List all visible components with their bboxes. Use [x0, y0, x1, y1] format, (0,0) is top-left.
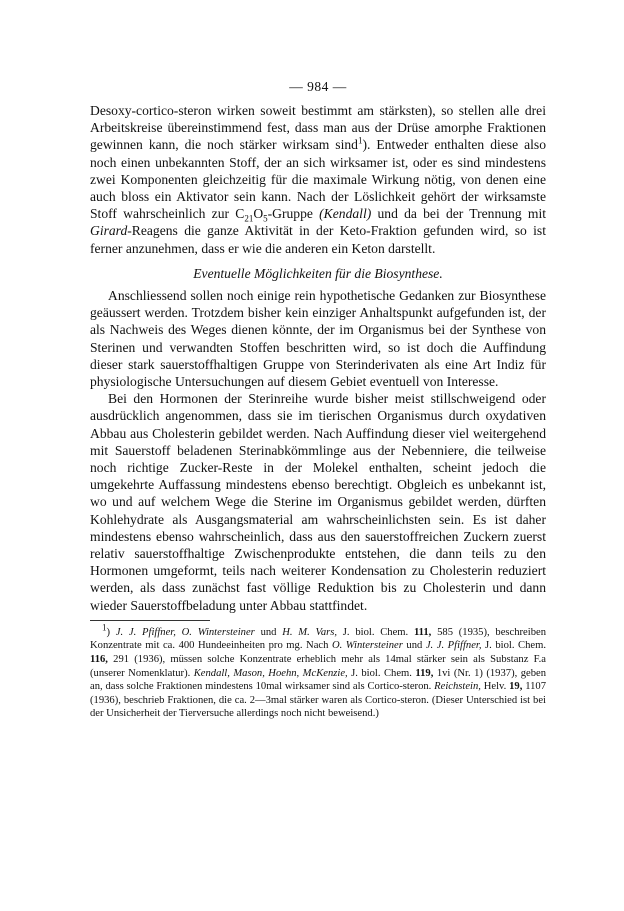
p1-text-d: -Gruppe [267, 206, 320, 222]
fn-author: Kendall, Mason, Hoehn, McKenzie, [193, 667, 348, 679]
p1-text-b: ). Entweder enthalten diese also noch einen unbekannten Stoff, der an sich wirksamer ist, oder es sind mindestens zwei Komponenten gleichzeitig für die maximale Wirkung nötig, von denen eine auch bloss ein Aktivator sein kann. Nach der Löslichkeit gehört der wirksamste Stoff wahrscheinlich zur C [90, 137, 546, 222]
fn-text: und [254, 626, 283, 638]
fn-volume: 119, [415, 667, 434, 679]
p1-text-f: und da bei der Trennung mit [371, 206, 546, 222]
fn-text: und [402, 640, 426, 652]
fn-author: H. M. Vars, [282, 626, 338, 638]
p1-kendall: (Kendall) [319, 206, 372, 222]
fn-author: Reichstein, [434, 681, 481, 693]
p1-text-c: O [253, 206, 264, 222]
subscript-5: 5 [263, 213, 268, 224]
paragraph-2: Anschliessend sollen noch einige rein hypothetische Gedanken zur Biosynthese geäussert werden. Trotzdem bisher kein einziger Anhaltspunkt aufgefunden ist, der als Nachweis des Weges dienen könnte, der im Organismus bei der Synthese von Sterinen und verwandten Stoffen beschritten wird, so ist doch die Auffindung dieser stark sauerstoffhaltigen Gruppe von Sterinderivaten als eine Art Indiz für physiologische Untersuchungen auf diesem Gebiet eventuell von Interesse. [90, 288, 546, 390]
fn-volume: 111, [413, 626, 432, 638]
paragraph-1 [90, 102, 546, 257]
page-content [90, 78, 546, 721]
footnote-ref: 1 [357, 135, 363, 146]
paragraph-3: Bei den Hormonen der Sterinreihe wurde bisher meist stillschweigend oder ausdrücklich angenommen, dass sie im tierischen Organismus durch oxydativen Abbau aus Cholesterin gebildet werden. Nach Auffindung dieser viel weitergehend mit Sauerstoff beladenen Sterinabkömmlinge aus der Nebenniere, die teilweise noch richtige Zucker-Reste in der Molekel enthalten, scheint jedoch die umgekehrte Auffassung mindestens ebenso berechtigt. Obgleich es unbekannt ist, wo und auf welchem Wege die Sterine im Organismus gebildet werden, dürften Kohlehydrate als Ausgangsmaterial am wahrscheinlichsten sein. Es ist daher mindestens ebenso wahrscheinlich, dass aus den sauerstoffreichen Zuckern zuerst relativ sauerstoffhaltige Zwischenprodukte entstehen, die dann teils zu den Hormonen umgeformt, teils nach weiterer Kondensation zu Cholesterin reduziert werden, als dass zunächst fast völlige Reduktion bis zu Cholesterin und dann wieder Sauerstoffbeladung unter Abbau stattfindet. [90, 391, 546, 613]
p1-text-a: Desoxy-cortico-steron wirken soweit bestimmt am stärksten), so stellen alle drei Arbeitskreise übereinstimmend fest, dass man aus der Drüse amorphe Fraktionen gewinnen kann, die noch stärker wirksam sind [90, 103, 546, 153]
fn-text: ) [106, 626, 116, 638]
p1-girard: Girard [90, 223, 128, 239]
page-number: — 984 — [289, 79, 347, 94]
footnote-marker: 1 [102, 622, 107, 633]
subscript-21: 21 [244, 213, 254, 224]
fn-text: 585 (1935), beschreiben Konzentrate mit ca. 400 Hundeeinheiten pro mg. Nach [90, 626, 546, 652]
footnote [90, 622, 547, 721]
fn-volume: 19, [509, 681, 523, 693]
fn-text: 291 (1936), müssen solche Konzentrate erheblich mehr als 14mal stärker sein als Substanz F.a (unserer Nomenklatur). [90, 654, 546, 679]
fn-text: J. biol. Chem. [337, 626, 414, 638]
section-heading: Eventuelle Möglichkeiten für die Biosynthese. [193, 265, 443, 281]
fn-text: 1vi (Nr. 1) (1937), geben an, dass solche Fraktionen mindestens 10mal wirksamer sind als Cortico-steron. [90, 667, 547, 693]
fn-text: J. biol. Chem. [347, 667, 416, 679]
fn-author: J. J. Pfiffner, O. Wintersteiner [115, 626, 255, 638]
fn-author: J. J. Pfiffner, [425, 640, 482, 652]
p1-text-h: -Reagens die ganze Aktivität in der Keto-Fraktion gefunden wird, so ist ferner anzunehmen, dass er wie die anderen ein Keton darstellt. [90, 223, 546, 256]
fn-text: Helv. [480, 681, 510, 693]
fn-text: J. biol. Chem. [481, 640, 546, 652]
fn-author: O. Wintersteiner [331, 640, 403, 652]
fn-text: 1107 (1936), beschrieb Fraktionen, die ca. 2—3mal stärker waren als Cortico-steron. (Dieser Unterschied ist bei der Unsicherheit der Tierversuche allerdings noch nicht beweisend.) [90, 681, 546, 720]
fn-volume: 116, [90, 654, 108, 666]
footnote-divider [90, 620, 210, 621]
